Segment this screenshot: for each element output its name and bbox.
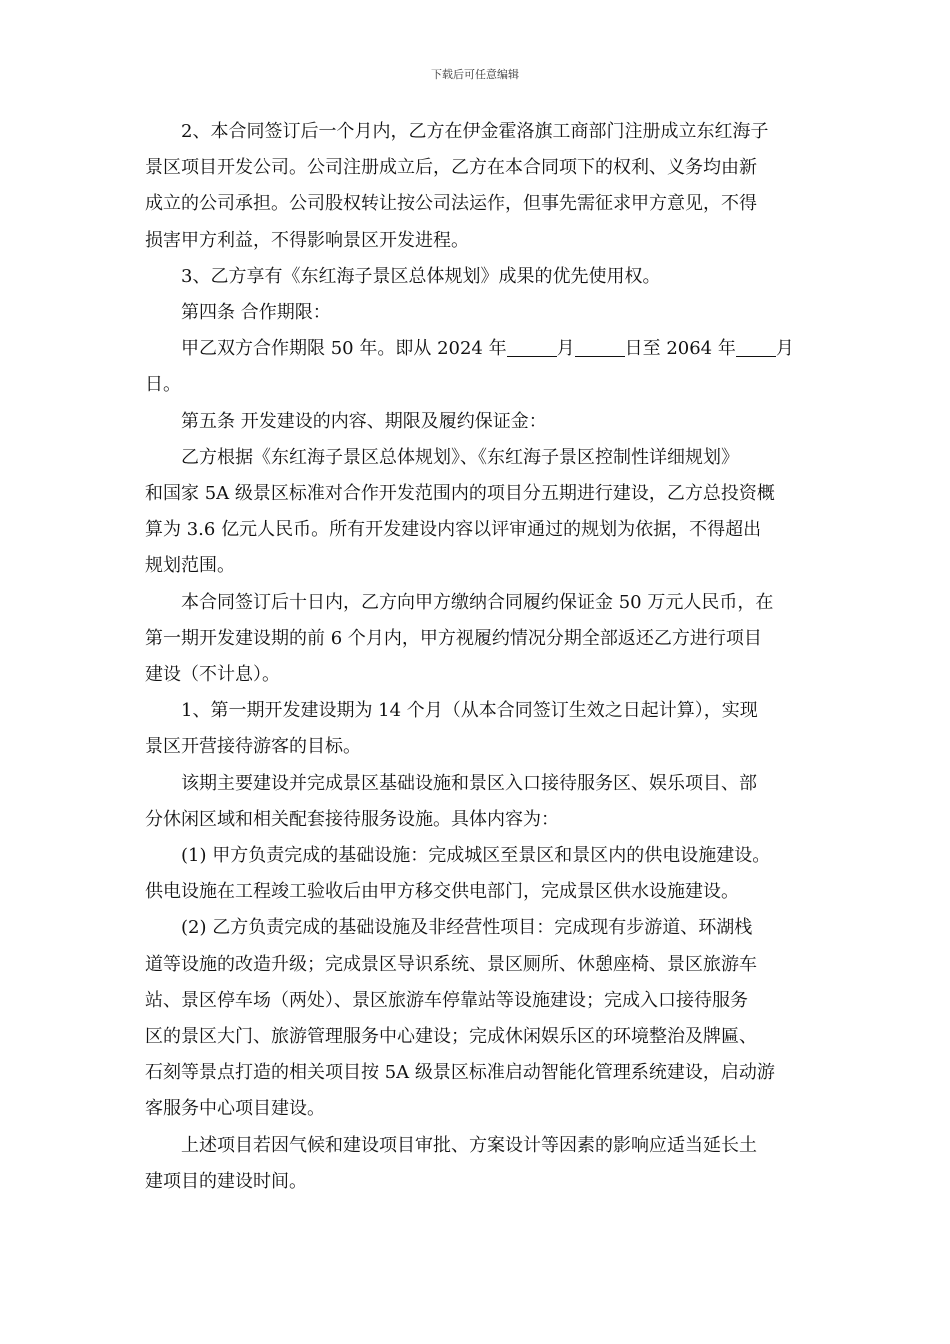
planning-paragraph (145, 440, 809, 585)
text-line: (1) 甲方负责完成的基础设施：完成城区至景区和景区内的供电设施建设。 (181, 845, 771, 867)
text-line: 石刻等景点打造的相关项目按 5A 级景区标准启动智能化管理系统建设，启动游 (145, 1062, 775, 1084)
text-line: 景区项目开发公司。公司注册成立后，乙方在本合同项下的权利、义务均由新 (145, 157, 757, 179)
text-line: 分休闲区域和相关配套接待服务设施。具体内容为： (145, 808, 559, 830)
term-text-start: 甲乙双方合作期限 50 年。即从 2024 年 (181, 338, 507, 360)
end-month-blank (736, 336, 776, 357)
text-line: 日。 (145, 374, 181, 396)
text-line: 本合同签订后十日内，乙方向甲方缴纳合同履约保证金 50 万元人民币，在 (181, 591, 774, 613)
term-text-end-month: 月 (775, 338, 794, 360)
text-line: 损害甲方利益，不得影响景区开发进程。 (145, 229, 469, 251)
text-line: 2、本合同签订后一个月内，乙方在伊金霍洛旗工商部门注册成立东红海子 (181, 121, 769, 142)
text-line: 和国家 5A 级景区标准对合作开发范围内的项目分五期进行建设，乙方总投资概 (145, 483, 775, 505)
text-line: 第五条 开发建设的内容、期限及履约保证金： (181, 410, 547, 432)
text-line: (2) 乙方负责完成的基础设施及非经营性项目：完成现有步游道、环湖栈 (181, 917, 753, 939)
text-line: 算为 3.6 亿元人民币。所有开发建设内容以评审通过的规划为依据，不得超出 (145, 519, 762, 541)
text-line: 客服务中心项目建设。 (145, 1098, 325, 1120)
text-line: 建项目的建设时间。 (145, 1170, 307, 1192)
deposit-paragraph (145, 585, 809, 694)
phase-1-scope-paragraph (145, 766, 809, 838)
clause-2-paragraph (145, 114, 809, 259)
article-5-heading (145, 404, 809, 440)
text-line: 景区开营接待游客的目标。 (145, 736, 361, 758)
term-line (145, 331, 809, 367)
month-blank (507, 336, 557, 357)
page-header: 下载后可任意编辑 (431, 68, 519, 81)
text-line: 供电设施在工程竣工验收后由甲方移交供电部门，完成景区供水设施建设。 (145, 881, 739, 903)
text-line: 1、第一期开发建设期为 14 个月（从本合同签订生效之日起计算），实现 (181, 700, 758, 722)
text-line: 成立的公司承担。公司股权转让按公司法运作，但事先需征求甲方意见，不得 (145, 193, 757, 215)
day-blank (575, 336, 625, 357)
party-a-infrastructure-paragraph (145, 838, 809, 910)
text-line: 第四条 合作期限： (181, 302, 331, 324)
text-line: 站、景区停车场（两处）、景区旅游车停靠站等设施建设；完成入口接待服务 (145, 989, 748, 1011)
text-line: 乙方根据《东红海子景区总体规划》、《东红海子景区控制性详细规划》 (181, 446, 739, 468)
extension-paragraph (145, 1128, 809, 1200)
article-4-heading (145, 295, 809, 331)
cooperation-term-paragraph (145, 331, 809, 403)
text-line: 建设（不计息）。 (145, 664, 280, 686)
term-text-month: 月 (556, 338, 575, 360)
term-text-end-year: 日至 2064 年 (624, 338, 736, 360)
document-body (145, 114, 809, 1200)
party-b-infrastructure-paragraph (145, 910, 809, 1127)
text-line: 道等设施的改造升级；完成景区导识系统、景区厕所、休憩座椅、景区旅游车 (145, 953, 757, 975)
text-line: 区的景区大门、旅游管理服务中心建设；完成休闲娱乐区的环境整治及牌匾、 (145, 1026, 757, 1048)
text-line: 该期主要建设并完成景区基础设施和景区入口接待服务区、娱乐项目、部 (181, 772, 757, 794)
text-line: 3、乙方享有《东红海子景区总体规划》成果的优先使用权。 (181, 265, 661, 287)
text-line: 第一期开发建设期的前 6 个月内，甲方视履约情况分期全部返还乙方进行项目 (145, 627, 762, 649)
text-line: 上述项目若因气候和建设项目审批、方案设计等因素的影响应适当延长土 (181, 1134, 757, 1156)
clause-3-paragraph (145, 259, 809, 295)
phase-1-paragraph (145, 693, 809, 765)
text-line: 规划范围。 (145, 555, 235, 577)
